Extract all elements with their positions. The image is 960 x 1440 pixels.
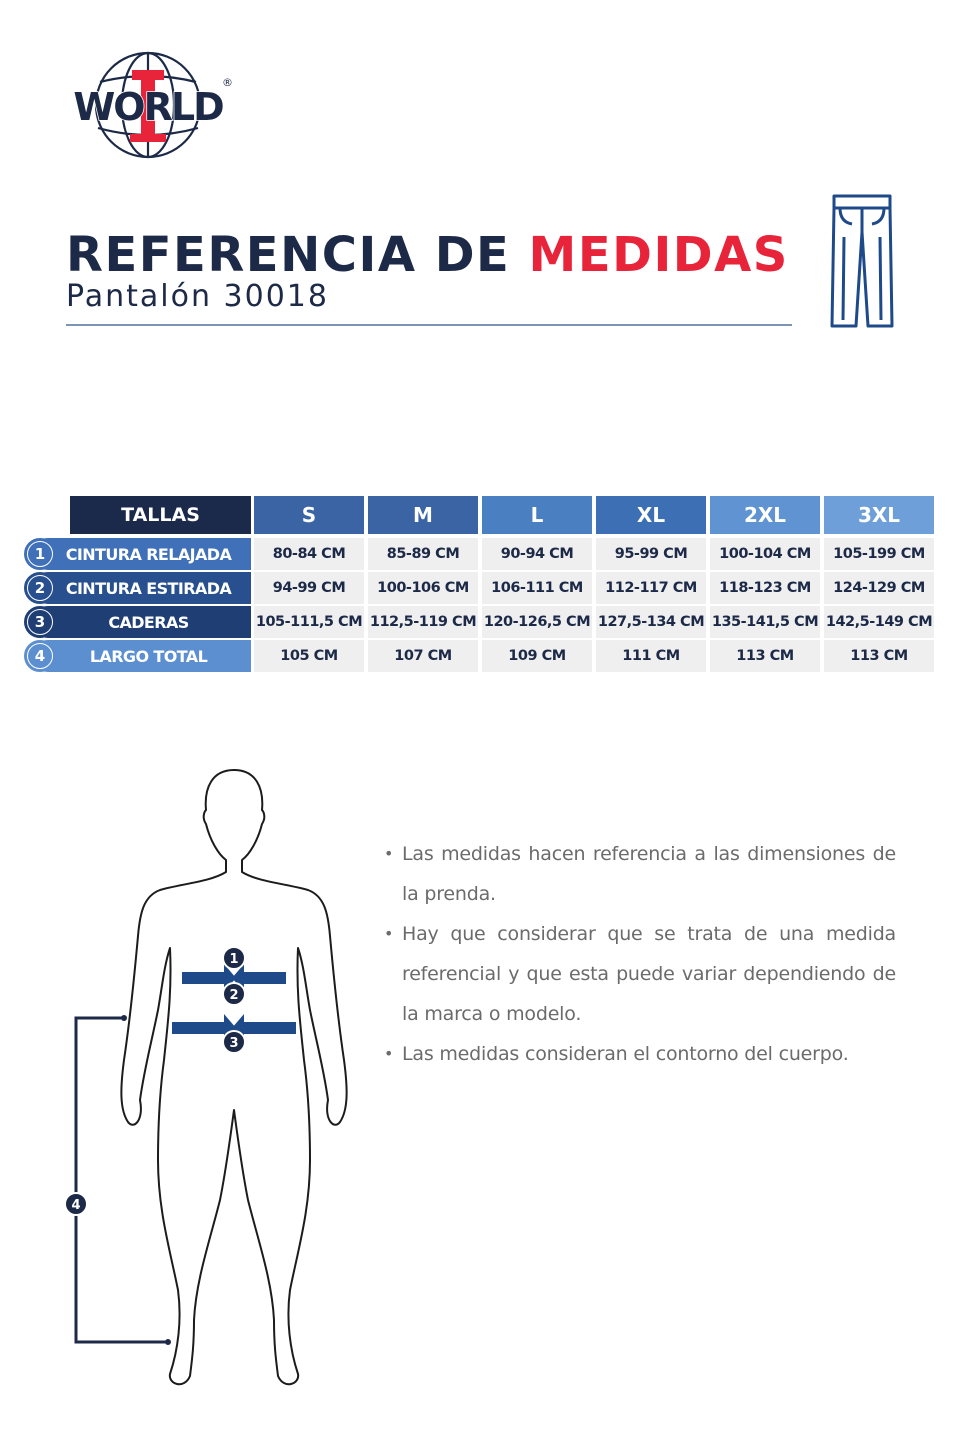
row-number: 3 bbox=[28, 610, 52, 634]
table-header-size: M bbox=[368, 496, 478, 534]
row-number-badge bbox=[24, 640, 56, 672]
table-header-size: 2XL bbox=[710, 496, 820, 534]
row-label: CADERAS bbox=[32, 606, 251, 638]
row-number: 4 bbox=[28, 644, 52, 668]
pants-icon bbox=[826, 192, 898, 332]
row-number-badge bbox=[24, 572, 56, 604]
marker-3: 3 bbox=[229, 1036, 239, 1051]
table-cell: 112,5-119 CM bbox=[368, 606, 478, 638]
table-cell: 142,5-149 CM bbox=[824, 606, 934, 638]
table-cell: 80-84 CM bbox=[254, 538, 364, 570]
size-table bbox=[20, 496, 940, 676]
table-cell: 85-89 CM bbox=[368, 538, 478, 570]
logo-text: WORLD bbox=[73, 85, 223, 129]
table-cell: 118-123 CM bbox=[710, 572, 820, 604]
page-subtitle: Pantalón 30018 bbox=[66, 279, 329, 314]
table-cell: 113 CM bbox=[824, 640, 934, 672]
title-divider bbox=[66, 324, 792, 326]
table-cell: 95-99 CM bbox=[596, 538, 706, 570]
table-cell: 100-104 CM bbox=[710, 538, 820, 570]
row-label: LARGO TOTAL bbox=[32, 640, 251, 672]
table-cell: 109 CM bbox=[482, 640, 592, 672]
table-header-size: L bbox=[482, 496, 592, 534]
table-cell: 105-111,5 CM bbox=[254, 606, 364, 638]
body-outline-icon bbox=[60, 760, 360, 1400]
row-number-badge bbox=[24, 538, 56, 570]
table-cell: 111 CM bbox=[596, 640, 706, 672]
table-cell: 124-129 CM bbox=[824, 572, 934, 604]
table-cell: 120-126,5 CM bbox=[482, 606, 592, 638]
title-part2: MEDIDAS bbox=[528, 227, 789, 283]
title-block bbox=[66, 226, 789, 314]
row-label: CINTURA ESTIRADA bbox=[32, 572, 251, 604]
marker-1: 1 bbox=[229, 952, 239, 967]
row-number-badge bbox=[24, 606, 56, 638]
table-cell: 107 CM bbox=[368, 640, 478, 672]
note-item: • Las medidas hacen referencia a las dimensiones de la prenda. bbox=[384, 834, 896, 914]
table-cell: 113 CM bbox=[710, 640, 820, 672]
marker-4: 4 bbox=[71, 1198, 81, 1213]
table-cell: 106-111 CM bbox=[482, 572, 592, 604]
note-item: • Hay que considerar que se trata de una medida referencial y que esta puede variar dependiendo de la marca o modelo. bbox=[384, 914, 896, 1034]
table-header-size: 3XL bbox=[824, 496, 934, 534]
row-number: 1 bbox=[28, 542, 52, 566]
registered-mark: ® bbox=[222, 76, 233, 89]
row-label: CINTURA RELAJADA bbox=[32, 538, 251, 570]
table-cell: 105-199 CM bbox=[824, 538, 934, 570]
table-cell: 135-141,5 CM bbox=[710, 606, 820, 638]
world-logo bbox=[70, 48, 240, 163]
table-cell: 112-117 CM bbox=[596, 572, 706, 604]
table-header-tallas: TALLAS bbox=[70, 496, 251, 534]
page-title bbox=[66, 226, 789, 284]
title-part1: REFERENCIA DE bbox=[66, 227, 511, 283]
table-cell: 94-99 CM bbox=[254, 572, 364, 604]
table-cell: 100-106 CM bbox=[368, 572, 478, 604]
row-number: 2 bbox=[28, 576, 52, 600]
note-item: • Las medidas consideran el contorno del cuerpo. bbox=[384, 1034, 896, 1074]
marker-2: 2 bbox=[229, 988, 239, 1003]
notes-list bbox=[384, 834, 896, 1074]
table-cell: 90-94 CM bbox=[482, 538, 592, 570]
table-header-size: XL bbox=[596, 496, 706, 534]
table-cell: 127,5-134 CM bbox=[596, 606, 706, 638]
table-header-size: S bbox=[254, 496, 364, 534]
table-cell: 105 CM bbox=[254, 640, 364, 672]
